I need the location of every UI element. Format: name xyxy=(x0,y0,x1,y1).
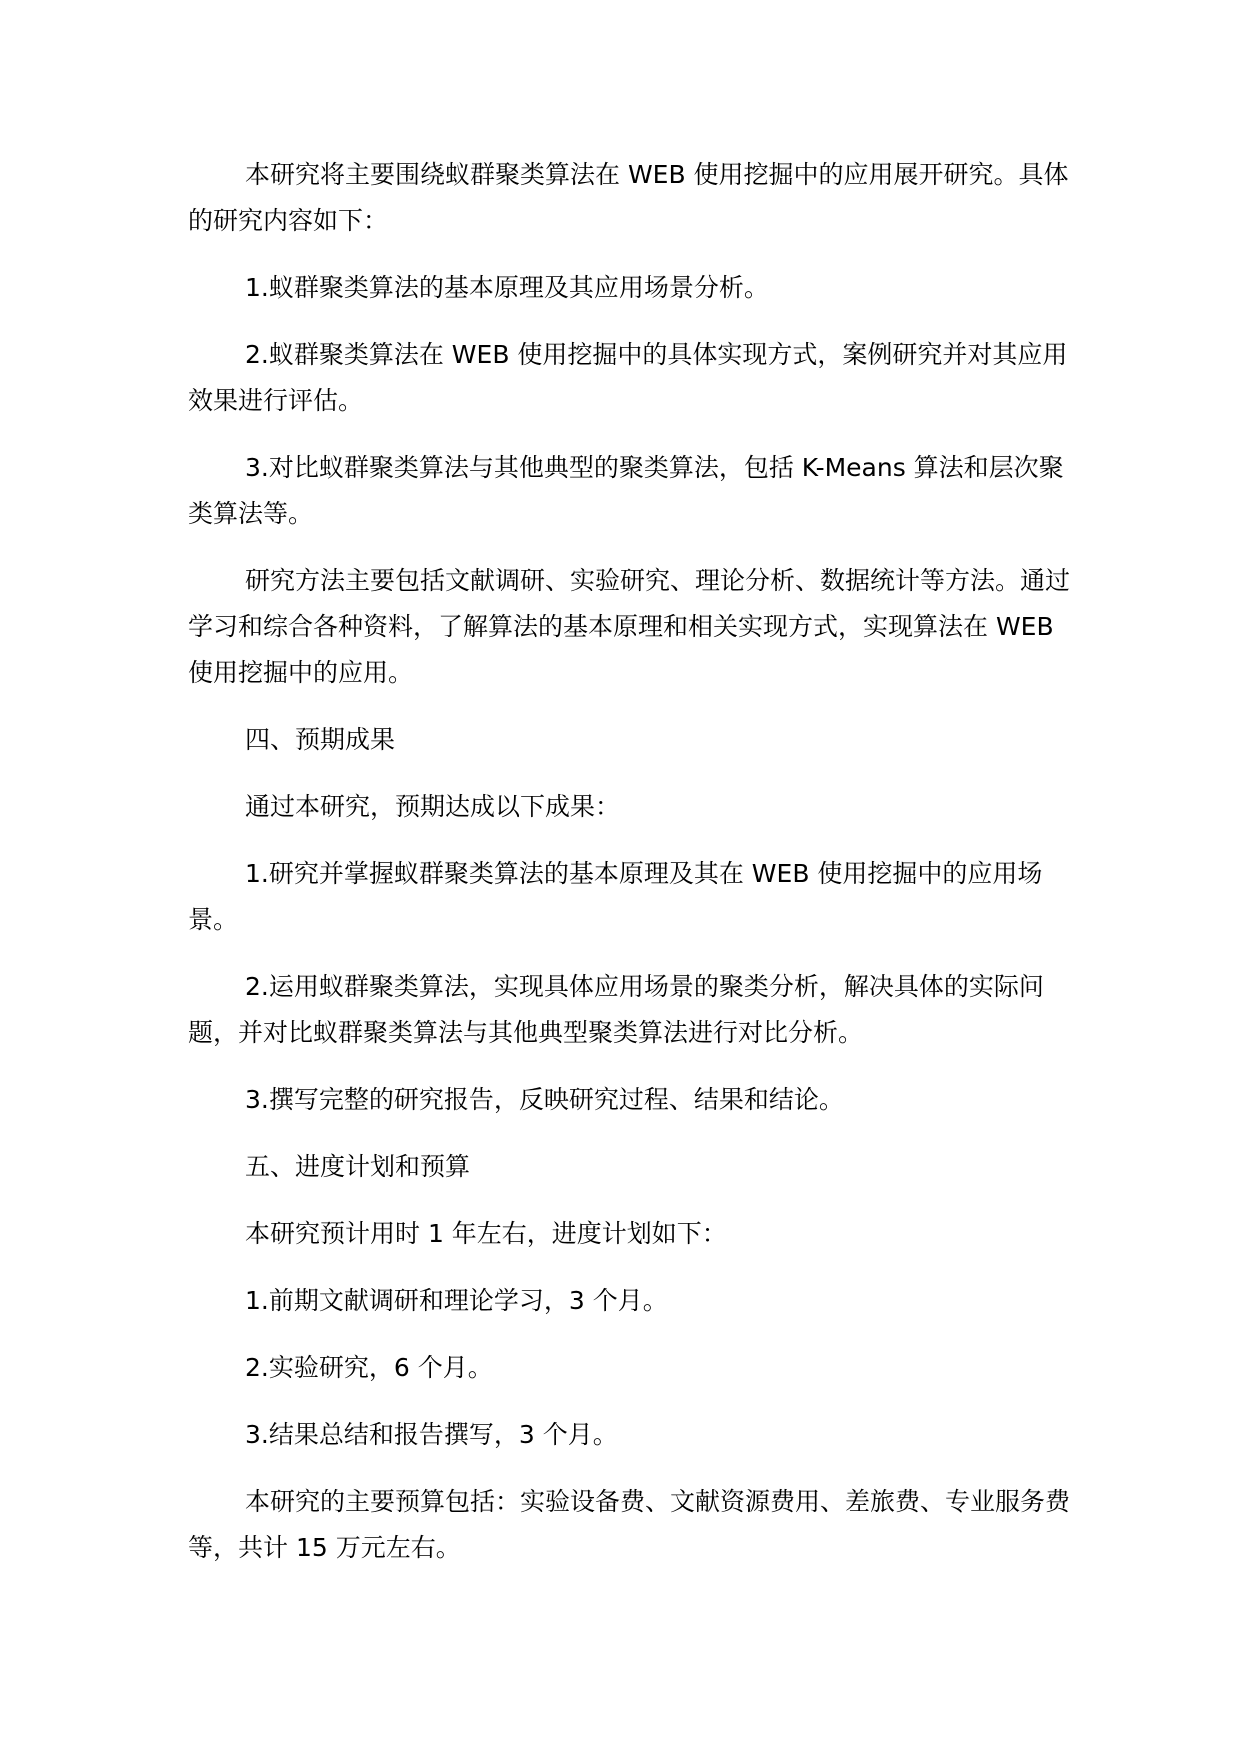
paragraph-content-item-2: 2.蚁群聚类算法在 WEB 使用挖掘中的具体实现方式，案例研究并对其应用效果进行评估。 xyxy=(188,340,1068,415)
section-heading-expected-results: 四、预期成果 xyxy=(245,725,396,754)
paragraph-expected-intro: 通过本研究，预期达成以下成果： xyxy=(245,792,621,821)
paragraph-research-methods: 研究方法主要包括文献调研、实验研究、理论分析、数据统计等方法。通过学习和综合各种资料，了解算法的基本原理和相关实现方式，实现算法在 WEB 使用挖掘中的应用。 xyxy=(188,566,1071,687)
paragraph-content-item-3: 3.对比蚁群聚类算法与其他典型的聚类算法，包括 K-Means 算法和层次聚类算法等。 xyxy=(188,453,1064,528)
paragraph-content-item-1: 1.蚁群聚类算法的基本原理及其应用场景分析。 xyxy=(245,273,769,302)
paragraph-budget: 本研究的主要预算包括：实验设备费、文献资源费用、差旅费、专业服务费等，共计 15 万元左右。 xyxy=(188,1487,1071,1562)
paragraph-expected-item-1: 1.研究并掌握蚁群聚类算法的基本原理及其在 WEB 使用挖掘中的应用场景。 xyxy=(188,859,1043,934)
paragraph-schedule-item-1: 1.前期文献调研和理论学习，3 个月。 xyxy=(245,1286,668,1315)
paragraph-expected-item-2: 2.运用蚁群聚类算法，实现具体应用场景的聚类分析，解决具体的实际问题，并对比蚁群聚类算法与其他典型聚类算法进行对比分析。 xyxy=(188,972,1044,1047)
paragraph-schedule-intro: 本研究预计用时 1 年左右，进度计划如下： xyxy=(245,1219,727,1248)
paragraph-research-intro: 本研究将主要围绕蚁群聚类算法在 WEB 使用挖掘中的应用展开研究。具体的研究内容如下： xyxy=(188,160,1069,235)
section-heading-schedule-budget: 五、进度计划和预算 xyxy=(245,1152,471,1181)
document-body xyxy=(188,152,1073,1592)
paragraph-expected-item-3: 3.撰写完整的研究报告，反映研究过程、结果和结论。 xyxy=(245,1085,844,1114)
paragraph-schedule-item-3: 3.结果总结和报告撰写，3 个月。 xyxy=(245,1420,618,1449)
paragraph-schedule-item-2: 2.实验研究，6 个月。 xyxy=(245,1353,493,1382)
